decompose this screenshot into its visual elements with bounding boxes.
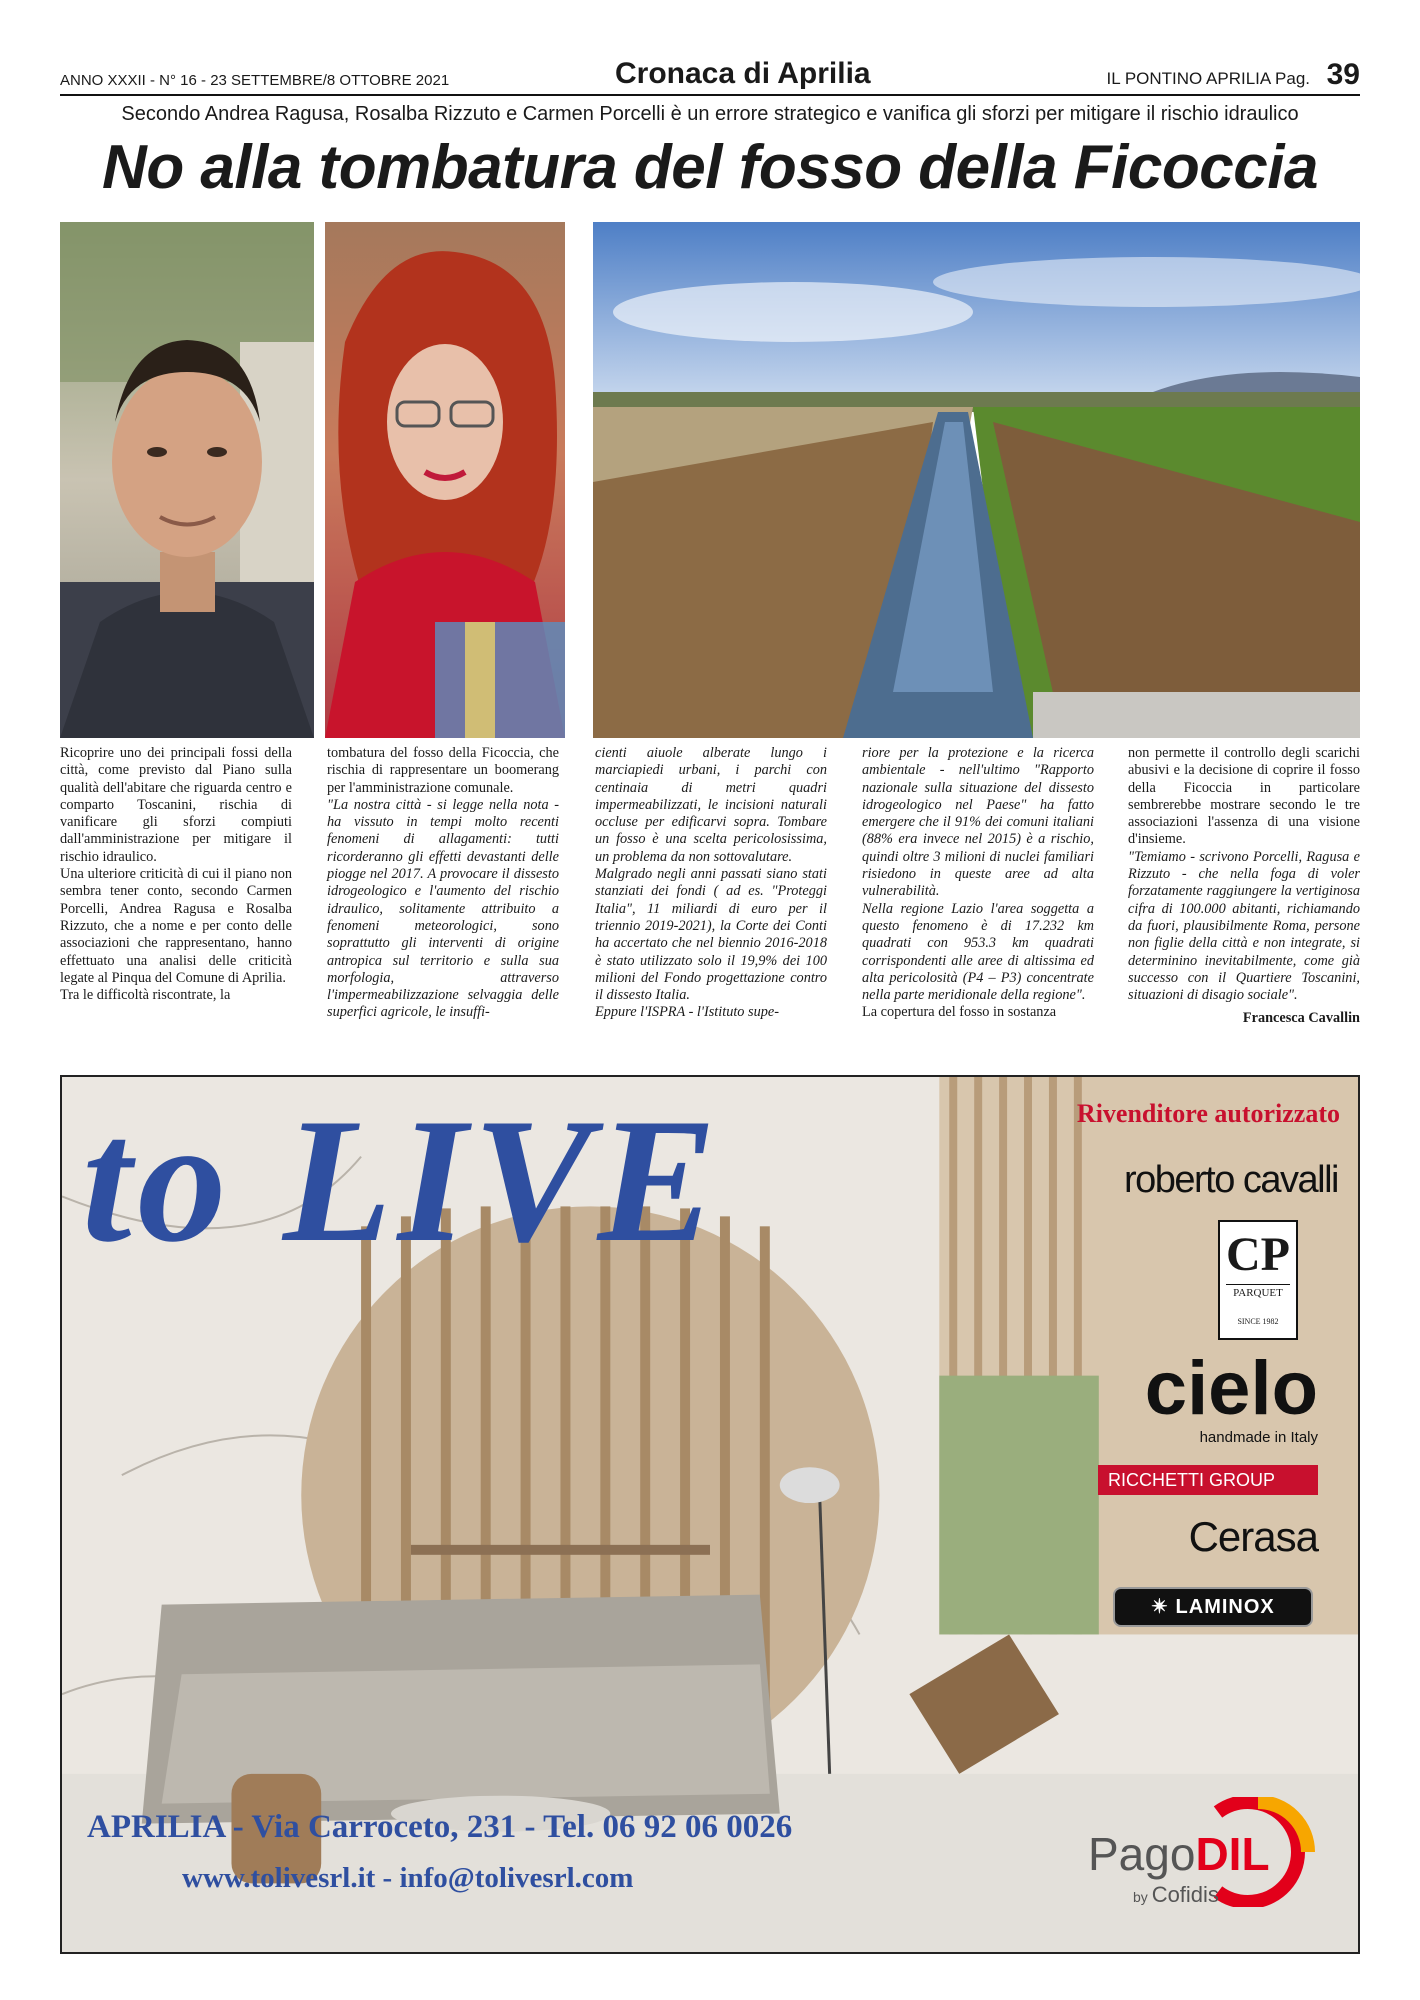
article-column xyxy=(1128,745,1360,1028)
issue-info: ANNO XXXII - N° 16 - 23 SETTEMBRE/8 OTTOBRE 2021 xyxy=(60,72,450,89)
tolive-logo: to LIVE xyxy=(82,1081,723,1279)
article-column xyxy=(862,745,1094,1022)
brand-roberto-cavalli: roberto cavalli xyxy=(1123,1159,1338,1201)
photo-ficoccia-ditch xyxy=(593,222,1360,738)
cp-logo-text: CP xyxy=(1226,1228,1290,1281)
brand-cielo: cielo xyxy=(1144,1346,1318,1431)
pagodil-pago: Pago xyxy=(1088,1828,1196,1880)
article-paragraph: cienti aiuole alberate lungo i marciapiedi urbani, i parchi con centinaia di metri quadri impermeabilizzati, le incisioni naturali occluse per edificarvi sopra. Tombare un fosso è una scelta pericolosissima, un problema da non sottovalutare. xyxy=(595,745,827,865)
article-paragraph: Una ulteriore criticità di cui il piano non sembra tener conto, secondo Carmen Porcelli, Andrea Ragusa e Rosalba Rizzuto, che a nome e per conto delle associazioni che rappresentano, hanno effettuato una analisi delle criticità legate al Pinqua del Comune di Aprilia. xyxy=(60,866,292,986)
article-column xyxy=(60,745,292,1004)
authorized-dealer-label: Rivenditore autorizzato xyxy=(1076,1099,1340,1128)
article-paragraph: riore per la protezione e la ricerca ambientale - nell'ultimo "Rapporto nazionale sulla situazione del dissesto idrogeologico nel Paese" ha fatto emergere che il 91% dei comuni italiani (88% era invece nel 2015) è a rischio, quindi oltre 3 milioni di nuclei familiari risiedono in queste aree ad alta vulnerabilità. xyxy=(862,745,1094,900)
article-column xyxy=(327,745,559,1022)
pagodil-dil: DIL xyxy=(1195,1828,1270,1880)
article-column xyxy=(595,745,827,1022)
article-headline: No alla tombatura del fosso della Ficoccia xyxy=(102,133,1318,202)
brand-ricchetti-group: RICCHETTI GROUP xyxy=(1098,1465,1318,1495)
paper-name: IL PONTINO APRILIA Pag. xyxy=(1106,69,1310,88)
cp-parquet-label: PARQUET xyxy=(1226,1284,1290,1299)
article-paragraph: Tra le difficoltà riscontrate, la xyxy=(60,987,231,1004)
article-paragraph: "Temiamo - scrivono Porcelli, Ragusa e Rizzuto - che nella foga di voler forzatamente raggiungere la vertiginosa cifra di 100.000 abitanti, richiamando da fuori, plausibilmente Roma, persone non figlie della città e non integrate, si determinino inevitabilmente, come già successo con il Quartiere Toscanini, situazioni di disagio sociale". xyxy=(1128,848,1360,1004)
page-number: 39 xyxy=(1326,58,1360,91)
tolive-advertisement xyxy=(60,1075,1360,1954)
brand-cielo-tagline: handmade in Italy xyxy=(1199,1429,1318,1446)
article-paragraph: Malgrado negli anni passati siano stati stanziati dei fondi ( ad es. "Proteggi Italia", 11 miliardi di euro per il triennio 2019-2021), la Corte dei Conti ha accertato che nel biennio 2016-2018 è stato utilizzato solo il 19,9% dei 100 milioni del Fondo progettazione contro il dissesto Italia. xyxy=(595,866,827,1004)
cp-since-label: SINCE 1982 xyxy=(1237,1317,1279,1326)
article-paragraph: Ricoprire uno dei principali fossi della città, come previsto dal Piano sulla qualità dell'abitare che riguarda centro e comparto Toscanini, rischia di vanificare gli sforzi compiuti dall'amministrazione per mitigare il rischio idraulico. xyxy=(60,745,292,865)
brand-laminox: ✴ LAMINOX xyxy=(1113,1587,1313,1627)
article-kicker: Secondo Andrea Ragusa, Rosalba Rizzuto e Carmen Porcelli è un errore strategico e vanifica gli sforzi per mitigare il rischio idraulico xyxy=(121,103,1299,125)
pagodil-cofidis: Cofidis xyxy=(1151,1882,1219,1907)
section-title: Cronaca di Aprilia xyxy=(615,57,871,90)
article-body xyxy=(60,745,1360,1067)
page-header xyxy=(60,57,1360,96)
brand-cp-parquet xyxy=(1218,1220,1298,1340)
photo-man-portrait xyxy=(60,222,314,738)
pagodil-logo xyxy=(1088,1787,1323,1917)
article-paragraph: Eppure l'ISPRA - l'Istituto supe- xyxy=(595,1004,780,1021)
article-author: Francesca Cavallin xyxy=(1242,1010,1360,1027)
store-web-contacts: www.tolivesrl.it - info@tolivesrl.com xyxy=(182,1862,634,1894)
article-paragraph: La copertura del fosso in sostanza xyxy=(862,1004,1057,1021)
brand-cerasa: Cerasa xyxy=(1188,1513,1318,1560)
store-address: APRILIA - Via Carroceto, 231 - Tel. 06 92 06 0026 xyxy=(87,1809,793,1845)
pagodil-by: by xyxy=(1133,1889,1148,1905)
photo-woman-portrait xyxy=(325,222,565,738)
article-paragraph: Nella regione Lazio l'area soggetta a questo fenomeno è di 17.232 km quadrati con 953.3 km quadrati corrispondenti alle aree di altissima ed alta pericolosità (P4 – P3) concentrate nella parte meridionale della regione". xyxy=(862,900,1094,1004)
article-paragraph: non permette il controllo degli scarichi abusivi e la decisione di coprire il fosso della Ficoccia in particolare sembrerebbe mostrare secondo le tre associazioni l'assenza di una visione d'insieme. xyxy=(1128,745,1360,848)
article-paragraph: "La nostra città - si legge nella nota - ha vissuto in tempi molto recenti fenomeni di allagamenti: tutti ricorderanno gli effetti devastanti delle piogge nel 2017. A provocare il dissesto idrogeologico e l'aumento del rischio idraulico, solitamente attribuito a fenomeni meteorologici, sono soprattutto gli interventi di origine antropica sul territorio e sulla sua morfologia, attraverso l'impermeabilizzazione selvaggia delle superfici agricole, le insuffi- xyxy=(327,796,559,1021)
article-paragraph: tombatura del fosso della Ficoccia, che rischia di rappresentare un boomerang per l'amministrazione comunale. xyxy=(327,745,559,796)
